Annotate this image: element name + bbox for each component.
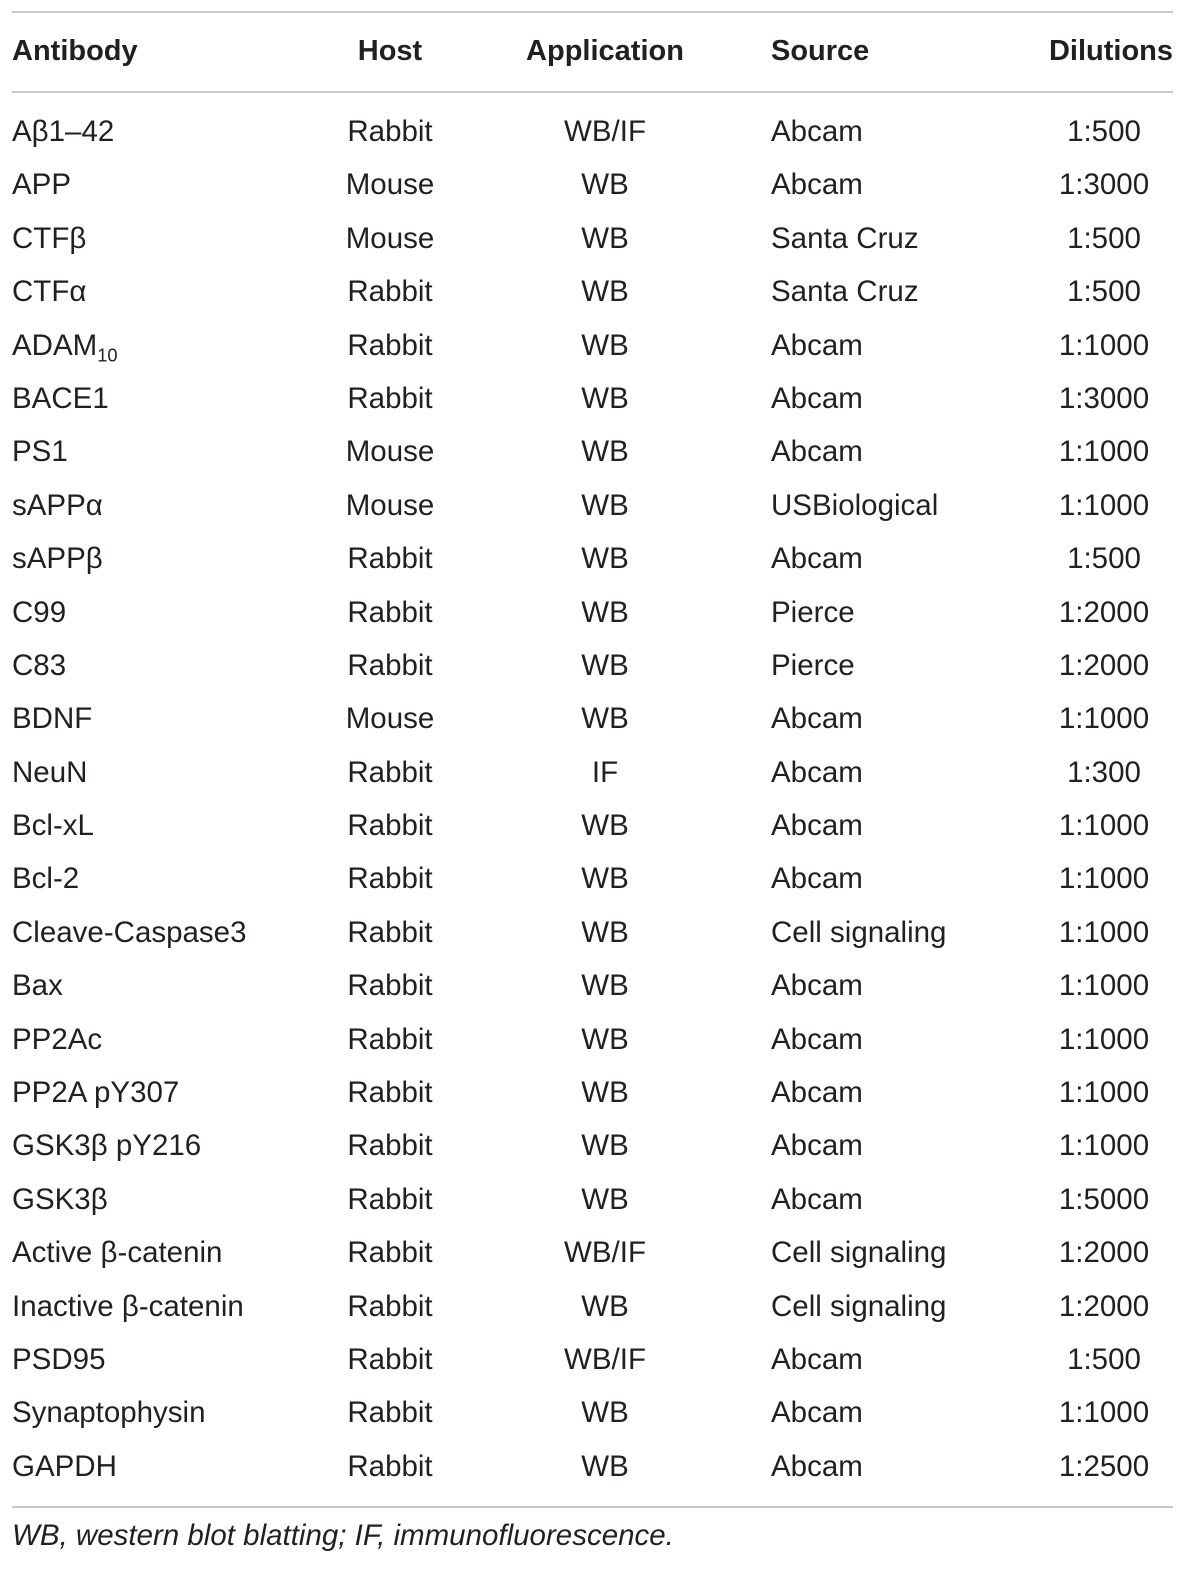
cell-antibody: C83 (12, 648, 67, 682)
cell-source: Abcam (771, 809, 863, 843)
cell-dilutions: 1:1000 (1058, 809, 1150, 843)
table-row (0, 159, 1200, 212)
antibody-name: ADAM (12, 328, 98, 362)
cell-host: Rabbit (347, 1236, 433, 1270)
cell-source: Abcam (771, 1022, 863, 1056)
cell-source: Abcam (771, 702, 863, 736)
cell-source: Abcam (771, 755, 863, 789)
cell-application: WB (581, 809, 629, 843)
cell-application: WB (581, 862, 629, 896)
cell-antibody: sAPPα (12, 488, 103, 522)
header-divider-rule (12, 91, 1173, 93)
cell-source: Pierce (771, 648, 855, 682)
cell-application: WB (581, 488, 629, 522)
cell-dilutions: 1:1000 (1058, 1076, 1150, 1110)
cell-host: Mouse (345, 702, 435, 736)
table-row (0, 106, 1200, 159)
cell-host: Rabbit (347, 1396, 433, 1430)
table-row (0, 1227, 1200, 1280)
table-row (0, 320, 1200, 373)
table-row (0, 213, 1200, 266)
cell-dilutions: 1:1000 (1058, 1396, 1150, 1430)
header-antibody: Antibody (12, 35, 138, 67)
cell-dilutions: 1:300 (1067, 755, 1141, 789)
table-bottom-rule (12, 1506, 1173, 1508)
table-row (0, 480, 1200, 533)
cell-antibody: GSK3β (12, 1182, 108, 1216)
cell-dilutions: 1:500 (1067, 115, 1141, 148)
table-row (0, 640, 1200, 693)
cell-application: WB (581, 221, 629, 255)
cell-dilutions: 1:2000 (1058, 1289, 1150, 1323)
cell-host: Rabbit (347, 915, 433, 949)
cell-antibody: CTFβ (12, 221, 87, 255)
cell-host: Rabbit (347, 595, 433, 629)
cell-application: WB/IF (564, 1236, 646, 1270)
cell-host: Mouse (345, 221, 435, 255)
cell-antibody (12, 320, 118, 372)
table-row (0, 587, 1200, 640)
cell-host: Rabbit (347, 381, 433, 415)
cell-application: WB (581, 381, 629, 415)
cell-dilutions: 1:3000 (1058, 381, 1150, 415)
table-row (0, 1281, 1200, 1334)
cell-dilutions: 1:2000 (1058, 648, 1150, 682)
cell-source: Abcam (771, 1182, 863, 1216)
cell-antibody: CTFα (12, 275, 87, 309)
table-row (0, 1174, 1200, 1227)
cell-dilutions: 1:500 (1067, 1342, 1141, 1376)
cell-dilutions: 1:5000 (1058, 1182, 1150, 1216)
cell-dilutions: 1:1000 (1058, 1129, 1150, 1163)
cell-host: Rabbit (347, 542, 433, 576)
cell-application: WB (581, 1396, 629, 1430)
table-header-row (0, 26, 1200, 76)
cell-dilutions: 1:1000 (1058, 328, 1150, 362)
table-row (0, 1441, 1200, 1494)
cell-antibody: APP (12, 168, 72, 202)
cell-antibody: BDNF (12, 702, 93, 736)
cell-application: WB (581, 595, 629, 629)
cell-application: WB (581, 915, 629, 949)
cell-application: WB (581, 969, 629, 1003)
cell-antibody: C99 (12, 595, 67, 629)
cell-host: Rabbit (347, 809, 433, 843)
cell-dilutions: 1:3000 (1058, 168, 1150, 202)
cell-antibody: PS1 (12, 435, 68, 469)
cell-antibody: Inactive β-catenin (12, 1289, 244, 1323)
header-host: Host (357, 35, 423, 67)
cell-source: Abcam (771, 328, 863, 362)
cell-application: WB (581, 542, 629, 576)
cell-antibody: PP2A pY307 (12, 1076, 180, 1110)
cell-antibody: GSK3β pY216 (12, 1129, 202, 1163)
table-footnote: WB, western blot blatting; IF, immunofluorescence. (12, 1519, 674, 1552)
cell-source: Abcam (771, 1129, 863, 1163)
cell-host: Rabbit (347, 755, 433, 789)
table-row (0, 426, 1200, 479)
cell-source: Abcam (771, 1449, 863, 1483)
cell-source: Abcam (771, 1076, 863, 1110)
cell-host: Mouse (345, 168, 435, 202)
cell-antibody: PP2Ac (12, 1022, 103, 1056)
table-row (0, 960, 1200, 1013)
cell-host: Rabbit (347, 1022, 433, 1056)
cell-dilutions: 1:2500 (1058, 1449, 1150, 1483)
cell-host: Mouse (345, 435, 435, 469)
cell-application: WB (581, 648, 629, 682)
cell-antibody: Active β-catenin (12, 1236, 223, 1270)
cell-antibody: Synaptophysin (12, 1396, 206, 1430)
cell-application: WB (581, 1289, 629, 1323)
cell-host: Rabbit (347, 1289, 433, 1323)
cell-source: Cell signaling (771, 915, 947, 949)
cell-source: Santa Cruz (771, 275, 919, 309)
cell-application: WB/IF (564, 115, 646, 148)
cell-source: Pierce (771, 595, 855, 629)
cell-dilutions: 1:1000 (1058, 1022, 1150, 1056)
cell-antibody: NeuN (12, 755, 88, 789)
table-body (0, 106, 1200, 1494)
header-source: Source (771, 35, 870, 67)
cell-application: WB (581, 1022, 629, 1056)
header-application: Application (526, 35, 684, 67)
cell-source: Abcam (771, 1342, 863, 1376)
cell-host: Rabbit (347, 1342, 433, 1376)
table-row (0, 266, 1200, 319)
cell-host: Rabbit (347, 328, 433, 362)
cell-antibody: PSD95 (12, 1342, 106, 1376)
cell-dilutions: 1:1000 (1058, 969, 1150, 1003)
table-row (0, 533, 1200, 586)
cell-dilutions: 1:500 (1067, 542, 1141, 576)
cell-source: Abcam (771, 542, 863, 576)
cell-host: Rabbit (347, 1129, 433, 1163)
table-row (0, 1014, 1200, 1067)
cell-source: Abcam (771, 168, 863, 202)
cell-host: Mouse (345, 488, 435, 522)
cell-dilutions: 1:2000 (1058, 1236, 1150, 1270)
cell-application: WB/IF (564, 1342, 646, 1376)
table-row (0, 800, 1200, 853)
table-row (0, 373, 1200, 426)
cell-dilutions: 1:1000 (1058, 488, 1150, 522)
table-row (0, 907, 1200, 960)
cell-source: Abcam (771, 115, 863, 148)
cell-dilutions: 1:2000 (1058, 595, 1150, 629)
cell-application: WB (581, 1182, 629, 1216)
cell-host: Rabbit (347, 1182, 433, 1216)
cell-antibody: BACE1 (12, 381, 109, 415)
cell-application: IF (591, 755, 619, 789)
cell-host: Rabbit (347, 1076, 433, 1110)
cell-antibody: Bcl-2 (12, 862, 80, 896)
cell-source: USBiological (771, 488, 939, 522)
cell-source: Abcam (771, 1396, 863, 1430)
cell-host: Rabbit (347, 115, 433, 148)
cell-host: Rabbit (347, 1449, 433, 1483)
table-row (0, 1120, 1200, 1173)
table-row (0, 1067, 1200, 1120)
cell-antibody: Bcl-xL (12, 809, 94, 843)
table-row (0, 747, 1200, 800)
cell-dilutions: 1:500 (1067, 275, 1141, 309)
table-row (0, 853, 1200, 906)
cell-dilutions: 1:1000 (1058, 915, 1150, 949)
cell-dilutions: 1:1000 (1058, 862, 1150, 896)
cell-source: Abcam (771, 381, 863, 415)
cell-application: WB (581, 275, 629, 309)
header-dilutions: Dilutions (1048, 35, 1173, 67)
cell-application: WB (581, 1129, 629, 1163)
cell-antibody: GAPDH (12, 1449, 117, 1483)
cell-host: Rabbit (347, 275, 433, 309)
table-row (0, 1387, 1200, 1440)
cell-application: WB (581, 1449, 629, 1483)
cell-host: Rabbit (347, 862, 433, 896)
cell-source: Cell signaling (771, 1289, 947, 1323)
cell-antibody: Bax (12, 969, 63, 1003)
cell-antibody: Aβ1–42 (12, 115, 115, 148)
cell-source: Abcam (771, 862, 863, 896)
cell-source: Abcam (771, 969, 863, 1003)
table-row (0, 1334, 1200, 1387)
cell-application: WB (581, 435, 629, 469)
cell-application: WB (581, 168, 629, 202)
cell-source: Cell signaling (771, 1236, 947, 1270)
cell-application: WB (581, 1076, 629, 1110)
cell-source: Abcam (771, 435, 863, 469)
table-top-rule (12, 11, 1173, 13)
cell-source: Santa Cruz (771, 221, 919, 255)
cell-antibody: sAPPβ (12, 542, 103, 576)
cell-antibody: Cleave-Caspase3 (12, 915, 247, 949)
cell-dilutions: 1:500 (1067, 221, 1141, 255)
cell-host: Rabbit (347, 969, 433, 1003)
cell-application: WB (581, 328, 629, 362)
antibody-subscript: 10 (97, 343, 118, 365)
table-row (0, 693, 1200, 746)
cell-dilutions: 1:1000 (1058, 435, 1150, 469)
cell-application: WB (581, 702, 629, 736)
cell-host: Rabbit (347, 648, 433, 682)
cell-dilutions: 1:1000 (1058, 702, 1150, 736)
